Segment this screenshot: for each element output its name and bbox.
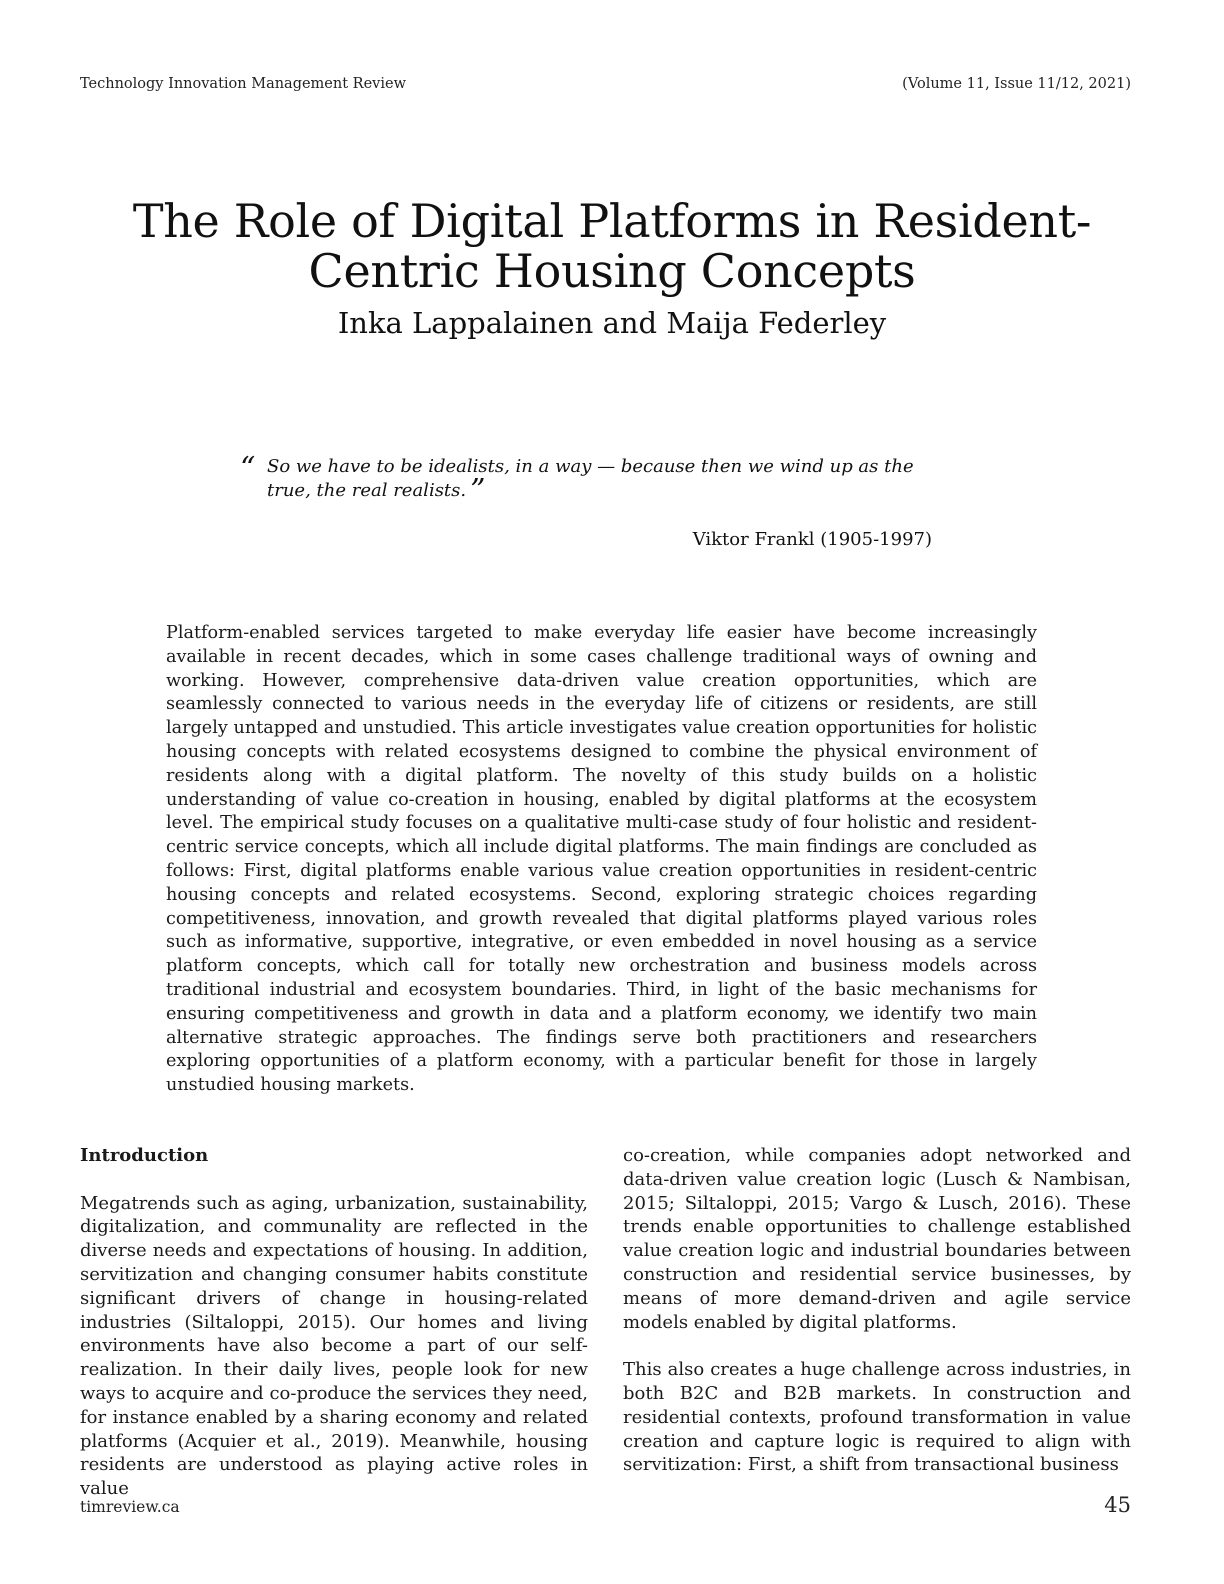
article-title-line-1: The Role of Digital Platforms in Resident-: [132, 194, 1092, 248]
open-quote-mark: “: [240, 451, 256, 486]
abstract: Platform-enabled services targeted to make everyday life easier have become increasingly available in recent decades, which in some cases challenge traditional ways of owning and working. However, comprehensive data-driven value creation opportunities, which are seamlessly connected to various needs in the everyday life of citizens or residents, are still largely untapped and unstudied. This article investigates value creation opportunities for holistic housing concepts with related ecosystems designed to combine the physical environment of residents along with a digital platform. The novelty of this study builds on a holistic understanding of value co-creation in housing, enabled by digital platforms at the ecosystem level. The empirical study focuses on a qualitative multi-case study of four holistic and resident-centric service concepts, which all include digital platforms. The main findings are concluded as follows: First, digital platforms enable various value creation opportunities in resident-centric housing concepts and related ecosystems. Second, exploring strategic choices regarding competitiveness, innovation, and growth revealed that digital platforms played various roles such as informative, supportive, integrative, or even embedded in novel housing as a service platform concepts, which call for totally new orchestration and business models across traditional industrial and ecosystem boundaries. Third, in light of the basic mechanisms for ensuring competitiveness and growth in data and a platform economy, we identify two main alternative strategic approaches. The findings serve both practitioners and researchers exploring opportunities of a platform economy, with a particular benefit for those in largely unstudied housing markets.: [166, 623, 1037, 1096]
right-column: [623, 1144, 1131, 1501]
article-title-line-2: Centric Housing Concepts: [308, 244, 916, 298]
article-authors: Inka Lappalainen and Maija Federley: [337, 306, 887, 340]
body-paragraph: co-creation, while companies adopt networked and data-driven value creation logic (Lusch & Nambisan, 2015; Siltaloppi, 2015; Vargo & Lusch, 2016). These trends enable opportunities to challenge established value creation logic and industrial boundaries between construction and residential service businesses, by means of more demand-driven and agile service models enabled by digital platforms.: [623, 1145, 1131, 1333]
body-paragraph: Megatrends such as aging, urbanization, sustainability, digitalization, and communality are reflected in the diverse needs and expectations of housing. In addition, servitization and changing consumer habits constitute significant drivers of change in housing-related industries (Siltaloppi, 2015). Our homes and living environments have also become a part of our self-realization. In their daily lives, people look for new ways to acquire and co-produce the services they need, for instance enabled by a sharing economy and related platforms (Acquier et al., 2019). Meanwhile, housing residents are understood as playing active roles in value: [80, 1192, 588, 1500]
title-block: [0, 196, 1224, 340]
epigraph-text: So we have to be idealists, in a way — because then we wind up as the true, the real realists.: [267, 456, 914, 501]
footer-site: timreview.ca: [80, 1498, 180, 1516]
body-paragraph: This also creates a huge challenge across industries, in both B2C and B2B markets. In construction and residential contexts, profound transformation in value creation and capture logic is required to align with servitization: First, a shift from transactional business: [623, 1359, 1131, 1476]
page-number: 45: [1104, 1493, 1131, 1517]
issue-info: (Volume 11, Issue 11/12, 2021): [902, 76, 1131, 92]
epigraph: [240, 451, 940, 508]
article-title: [0, 196, 1224, 296]
journal-name: Technology Innovation Management Review: [80, 76, 406, 92]
left-column: [80, 1144, 588, 1525]
epigraph-attribution: Viktor Frankl (1905-1997): [692, 529, 932, 550]
section-heading-introduction: Introduction: [80, 1145, 209, 1166]
epigraph-quote: [267, 455, 940, 508]
close-quote-mark: ”: [470, 473, 486, 508]
